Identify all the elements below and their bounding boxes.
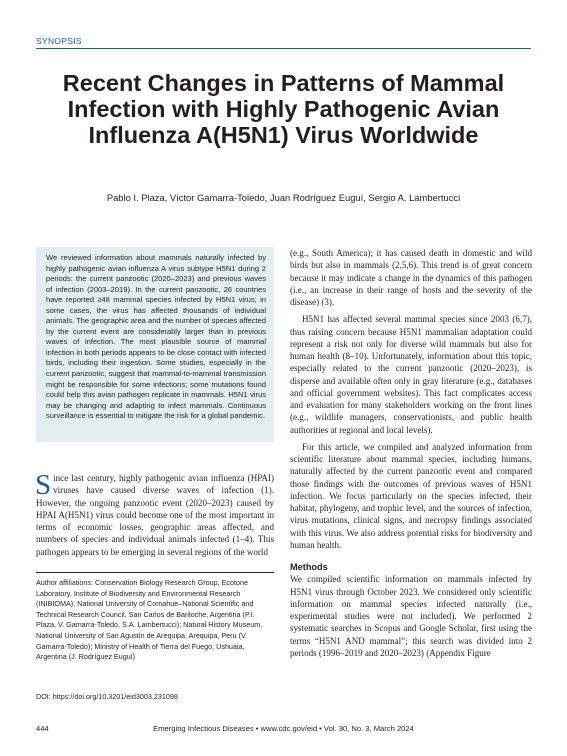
body-paragraph-2: H5N1 has affected several mammal species since 2003 (6,7), thus raising concern because H5N1 mammalian adaptation could represent a risk not only for diverse wild mammals but also for human health (8–10). Unfortunately, information about this topic, especially related to the current panzootic (2020–2023), is disperse and available often only in gray literature (e.g., databases and official government websites). This fact complicates access and evaluation for many stakeholders working on the front lines (e.g., wildlife managers, conservationists, and public health authorities at regional and local levels). <box>290 314 532 435</box>
body-paragraph-1: (e.g., South America); it has caused death in domestic and wild birds but also in mammals (2,5,6). This trend is of great concern because it may indicate a change in the dynamics of this pathogen (i.e., an increase in their range of hosts and the severity of the disease) (3). <box>290 248 532 307</box>
methods-heading: Methods <box>290 562 328 572</box>
intro-text: ince last century, highly pathogenic avian influenza (HPAI) viruses have caused diverse waves of infection (1). However, the ongoing panzootic event (2020–2023) caused by HPAI A(H5N1) virus could become one of the most important in terms of economic losses, geographic areas affected, and numbers of species and individual animals infected (1–4). This pathogen appears to be emerging in several regions of the world <box>36 473 274 557</box>
abstract-text: We reviewed information about mammals naturally infected by highly pathogenic avian influenza A virus subtype H5N1 during 2 periods: the current panzootic (2020–2023) and previous waves of infection (2003–2019). In the current panzootic, 26 countries have reported ≥48 mammal species infected by H5N1 virus; in some cases, the virus has affected thousands of individual animals. The geographic area and the number of species affected by the current event are considerably larger than in previous waves of infection. The most plausible source of mammal infection in both periods appears to be close contact with infected birds, including their ingestion. Some studies, especially in the current panzootic, suggest that mammal-to-mammal transmission might be responsible for some infections; some mutations found could help this avian pathogen replicate in mammals. H5N1 virus may be changing and adapting to infect mammals. Continuous surveillance is essential to mitigate the risk for a global pandemic. <box>46 253 266 421</box>
affiliations-rule <box>36 572 274 573</box>
methods-paragraph: We compiled scientific information on mammals infected by H5N1 virus through October 2023. We considered only scientific information on mammal species infected naturally (i.e., experimental studies were not included). We performed 2 systematic searches in Scopus and Google Scholar, first using the terms “H5N1 AND mammal”; this search was divided into 2 periods (1996–2019 and 2020–2023) (Appendix Figure <box>290 574 532 658</box>
intro-column <box>35 469 274 558</box>
right-column <box>290 247 532 659</box>
abstract-box <box>36 247 274 442</box>
body-paragraph-3: For this article, we compiled and analyzed information from scientific literature about mammal species, including humans, naturally affected by the current panzootic event and compared those findings with the outcomes of previous waves of H5N1 infection. We focus particularly on the species infected, their habitat, phylogeny, and trophic level, and the sources of infection, virus mutations, clinical signs, and necropsy findings associated with this virus. We also address potential risks for biodiversity and human health. <box>290 441 532 550</box>
author-affiliations: Author affiliations: Conservation Biology Research Group, Ecotone Laboratory, Institute of Biodiversity and Environmental Research (INIBIOMA), National University of Comahue–National Scientific and Technical Research Council, San Carlos de Bariloche, Argentina (P.I. Plaza, V. Gamarra-Toledo, S.A. Lambertucci); Natural History Museum, National University of San Agustín de Arequipa, Arequipa, Peru (V. Gamarra-Toledo); Ministry of Health of Tierra del Fuego, Ushuaia, Argentina (J. Rodríguez Euguí) <box>36 578 263 662</box>
header-rule <box>36 48 531 49</box>
doi-link[interactable]: DOI: https://doi.org/10.3201/eid3003.231098 <box>36 692 178 701</box>
intro-paragraph <box>35 469 274 558</box>
section-label: SYNOPSIS <box>36 36 82 46</box>
article-title: Recent Changes in Patterns of Mammal Infection with Highly Pathogenic Avian Influenza A(H5N1) Virus Worldwide <box>62 70 505 148</box>
page-number: 444 <box>36 724 49 733</box>
author-list: Pablo I. Plaza, Víctor Gamarra-Toledo, Juan Rodríguez Euguí, Sergio A. Lambertucci <box>106 192 461 203</box>
journal-citation: Emerging Infectious Diseases • www.cdc.gov/eid • Vol. 30, No. 3, March 2024 <box>153 724 414 733</box>
drop-cap: S <box>35 469 52 501</box>
